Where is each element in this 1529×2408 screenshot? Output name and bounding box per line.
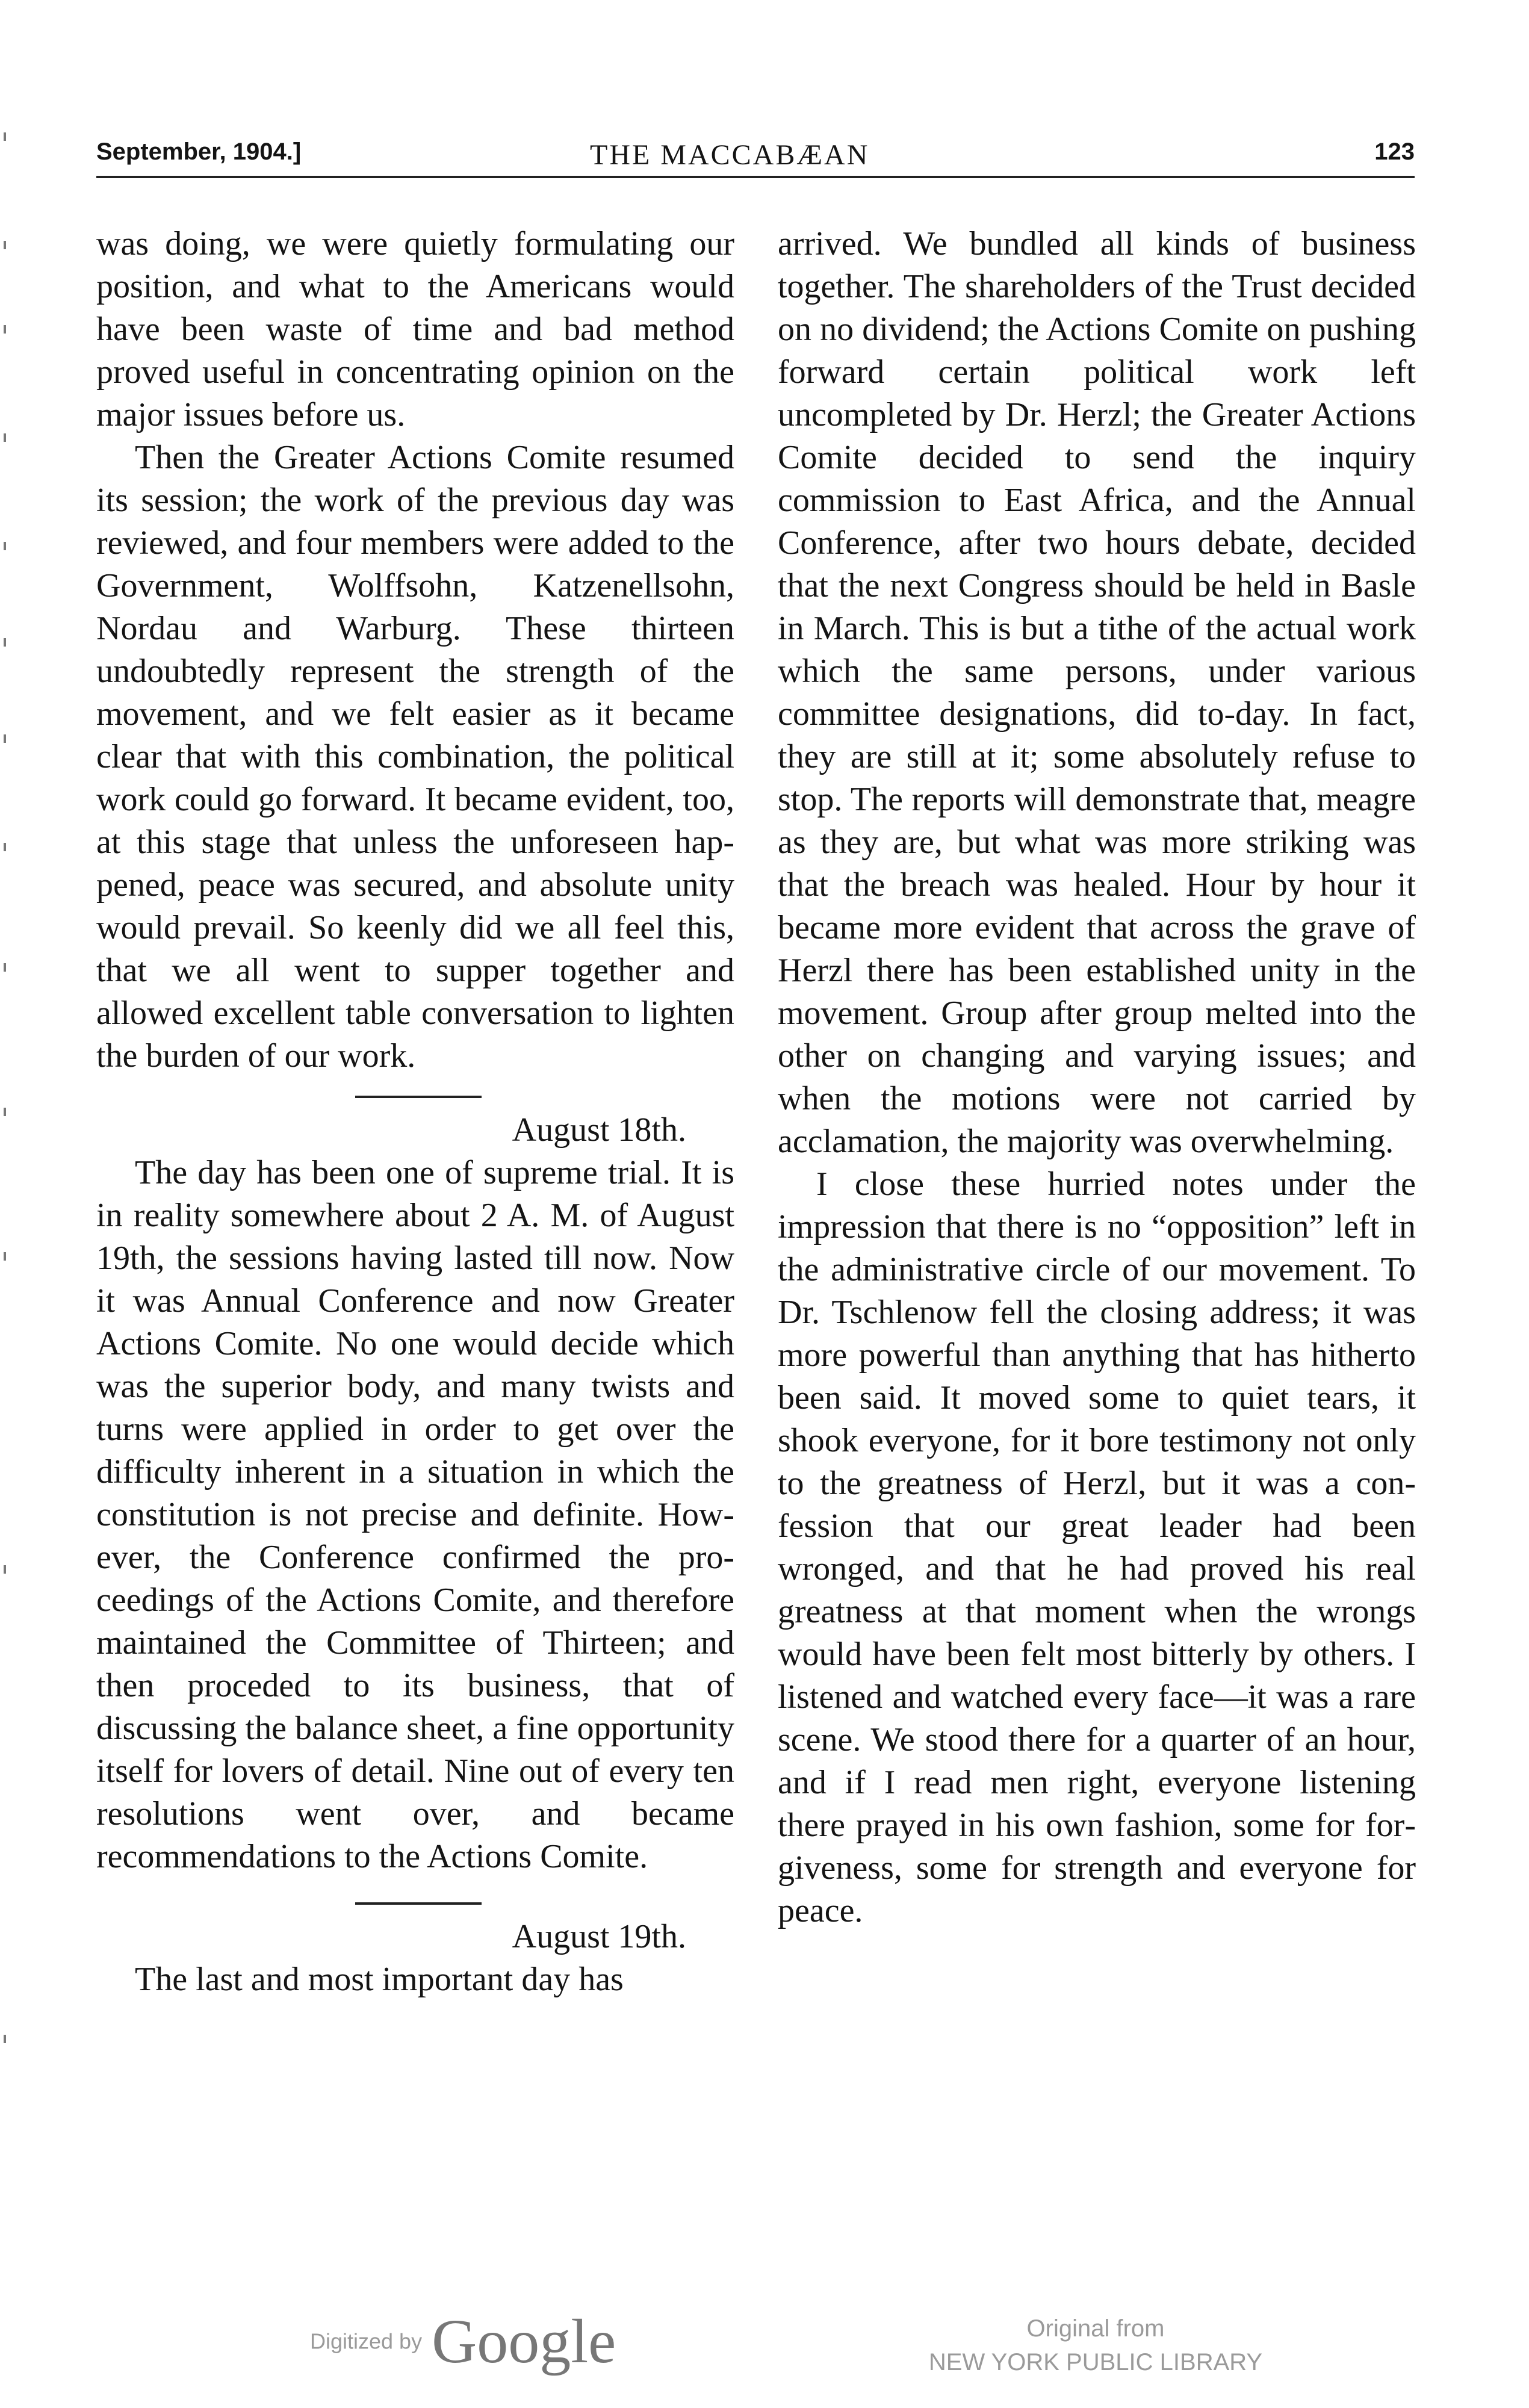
running-header [96, 134, 1415, 178]
section-divider [355, 1902, 482, 1905]
left-column [96, 223, 734, 2001]
publication-title: THE MACCABÆAN [590, 139, 870, 171]
right-column [778, 223, 1416, 1932]
paragraph: arrived. We bundled all kinds of business together. The shareholders of the Trust decided on no dividend; the Actions Comite on pushing forward certain political work left uncompleted by Dr. Herzl; the Greater Actions Comite decided to send the inquiry commission to East Africa, and the Annual Conference, after two hours debate, decided that the next Congress should be held in Basle in March. This is but a tithe of the actual work which the same persons, under various committee designations, did to-day. In fact, they are still at it; some absolutely refuse to stop. The reports will demonstrate that, meagre as they are, but what was more striking was that the breach was healed. Hour by hour it became more evident that across the grave of Herzl there has been established unity in the movement. Group after group melted into the other on changing and varying issues; and when the motions were not carried by acclamation, the majority was overwhelming. [778, 225, 1416, 1160]
paragraph: was doing, we were quietly formulating our position, and what to the Americans would have been waste of time and bad method proved useful in concentrating opinion on the major issues before us. [96, 225, 734, 433]
source-attribution [885, 2312, 1306, 2379]
paragraph: The day has been one of supreme trial. It is in reality somewhere about 2 A. M. of August 19th, the sessions having lasted till now. Now it was Annual Conference and now Greater Actions Comite. No one would decide which was the superior body, and many twists and turns were applied in order to get over the difficulty inherent in a situation in which the constitution is not precise and definite. However, the Conference confirmed the proceedings of the Actions Comite, and therefore maintained the Committee of Thirteen; and then proceded to its business, that of discussing the balance sheet, a fine opportunity itself for lovers of detail. Nine out of every ten resolutions went over, and became recommendations to the Actions Comite. [96, 1154, 734, 1875]
section-divider [355, 1096, 482, 1098]
original-from-label: Original from [1026, 2315, 1165, 2342]
paragraph: I close these hurried notes under the impression that there is no “opposition” left in the administrative circle of our movement. To Dr. Tschlenow fell the closing address; it was more powerful than anything that has hitherto been said. It moved some to quiet tears, it shook everyone, for it bore testimony not only to the greatness of Herzl, but it was a confession that our great leader had been wronged, and that he had proved his real greatness at that moment when the wrongs would have been felt most bitterly by others. I listened and watched every face—it was a rare scene. We stood there for a quarter of an hour, and if I read men right, everyone listening there prayed in his own fashion, some for forgiveness, some for strength and everyone for peace. [778, 1165, 1416, 1929]
paragraph: The last and most important day has [135, 1961, 624, 1998]
digitized-by-label: Digitized by [310, 2329, 423, 2354]
issue-date: September, 1904.] [96, 138, 302, 165]
dateline-august-18: August 18th. [512, 1111, 686, 1149]
dateline-august-19: August 19th. [512, 1918, 686, 1955]
page-number: 123 [1374, 138, 1415, 165]
digitized-by-google [310, 2306, 616, 2377]
paragraph: Then the Greater Actions Comite resumed its session; the work of the previous day was reviewed, and four members were added to the Government, Wolffsohn, Katzenellsohn, Nordau and Warburg. These thirteen undoubtedly represent the strength of the movement, and we felt easier as it became clear that with this combination, the political work could go forward. It became evident, too, at this stage that unless the unforeseen happened, peace was secured, and absolute unity would prevail. So keenly did we all feel this, that we all went to supper together and allowed excellent table conversation to lighten the burden of our work. [96, 439, 734, 1075]
scan-edge-marks [0, 120, 18, 2107]
library-name: NEW YORK PUBLIC LIBRARY [928, 2349, 1263, 2375]
google-logo: Google [432, 2307, 616, 2376]
